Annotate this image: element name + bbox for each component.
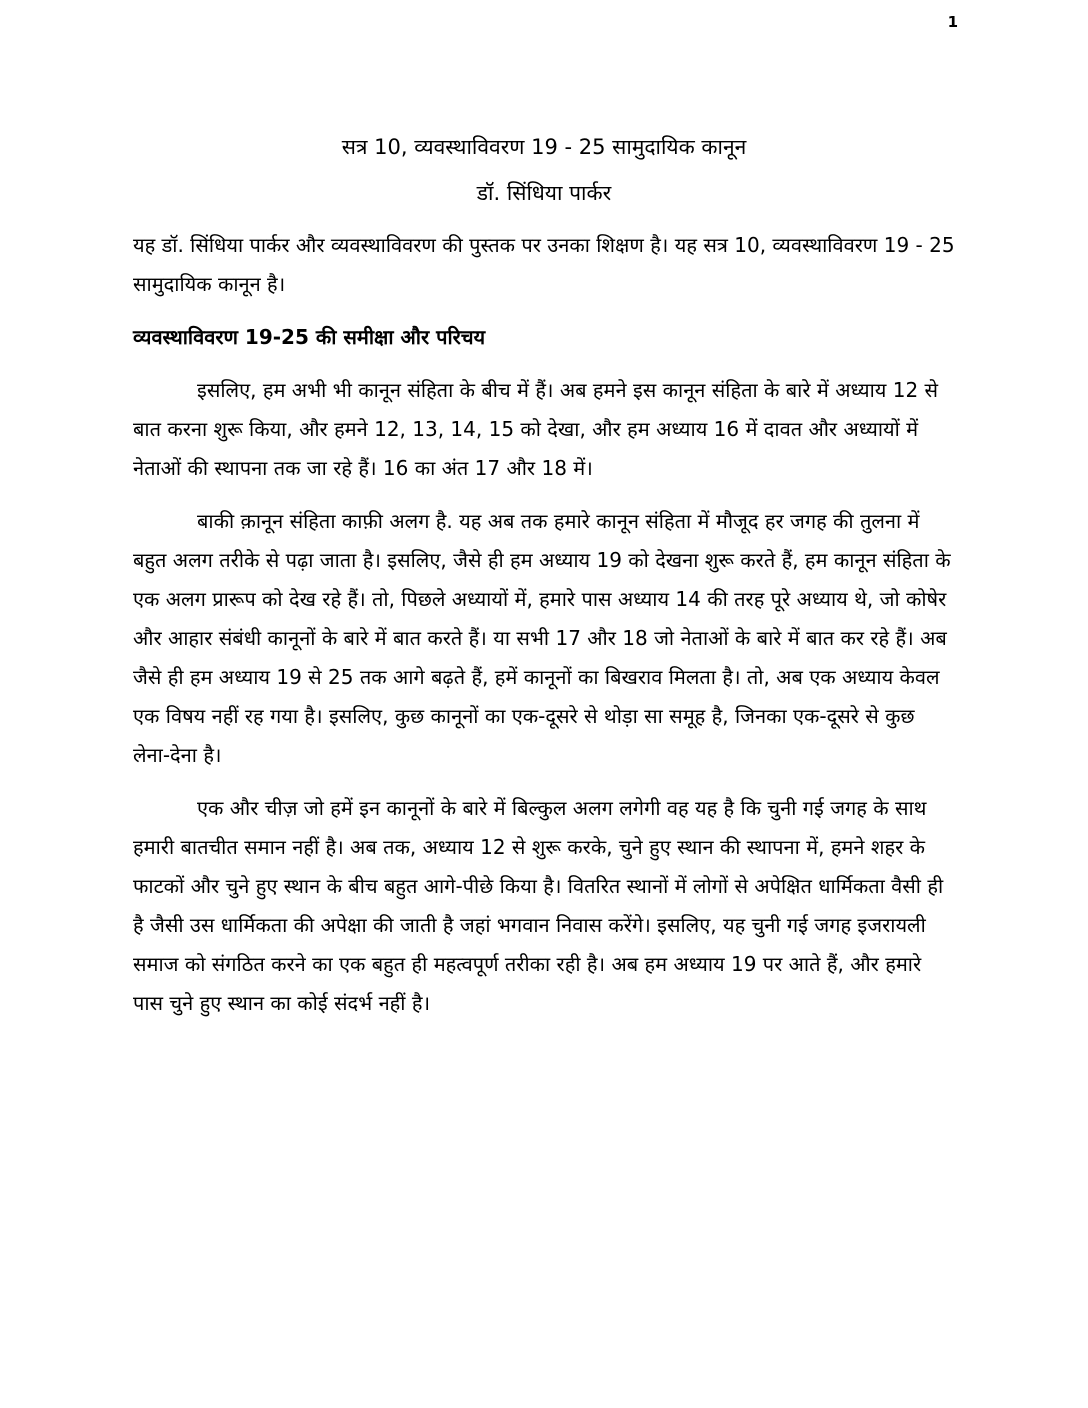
author-name: डॉ. सिंधिया पार्कर (476, 181, 612, 205)
body-paragraph-3: एक और चीज़ जो हमें इन कानूनों के बारे में बिल्कुल अलग लगेगी वह यह है कि चुनी गई जगह के साथ हमारी बातचीत समान नहीं है। अब तक, अध्याय 12 से शुरू करके, चुने हुए स्थान की स्थापना में, हमने शहर के फाटकों और चुने हुए स्थान के बीच बहुत आगे-पीछे किया है। वितरित स्थानों में लोगों से अपेक्षित धार्मिकता वैसी ही है जैसी उस धार्मिकता की अपेक्षा की जाती है जहां भगवान निवास करेंगे। इसलिए, यह चुनी गई जगह इजरायली समाज को संगठित करने का एक बहुत ही महत्वपूर्ण तरीका रही है। अब हम अध्याय 19 पर आते हैं, और हमारे पास चुने हुए स्थान का कोई संदर्भ नहीं है। (133, 796, 944, 1015)
body-paragraph-1: इसलिए, हम अभी भी कानून संहिता के बीच में हैं। अब हमने इस कानून संहिता के बारे में अध्याय 12 से बात करना शुरू किया, और हमने 12, 13, 14, 15 को देखा, और हम अध्याय 16 में दावत और अध्यायों में नेताओं की स्थापना तक जा रहे हैं। 16 का अंत 17 और 18 में। (133, 378, 939, 480)
section-heading: व्यवस्थाविवरण 19-25 की समीक्षा और परिचय (133, 325, 486, 349)
intro-paragraph: यह डॉ. सिंधिया पार्कर और व्यवस्थाविवरण की पुस्तक पर उनका शिक्षण है। यह सत्र 10, व्यवस्थाविवरण 19 - 25 सामुदायिक कानून है। (133, 233, 955, 296)
document-body (133, 226, 955, 1037)
body-paragraph-2: बाकी क़ानून संहिता काफ़ी अलग है. यह अब तक हमारे कानून संहिता में मौजूद हर जगह की तुलना में बहुत अलग तरीके से पढ़ा जाता है। इसलिए, जैसे ही हम अध्याय 19 को देखना शुरू करते हैं, हम कानून संहिता के एक अलग प्रारूप को देख रहे हैं। तो, पिछले अध्यायों में, हमारे पास अध्याय 14 की तरह पूरे अध्याय थे, जो कोषेर और आहार संबंधी कानूनों के बारे में बात करते हैं। या सभी 17 और 18 जो नेताओं के बारे में बात कर रहे हैं। अब जैसे ही हम अध्याय 19 से 25 तक आगे बढ़ते हैं, हमें कानूनों का बिखराव मिलता है। तो, अब एक अध्याय केवल एक विषय नहीं रह गया है। इसलिए, कुछ कानूनों का एक-दूसरे से थोड़ा सा समूह है, जिनका एक-दूसरे से कुछ लेना-देना है। (133, 509, 951, 767)
document-title: सत्र 10, व्यवस्थाविवरण 19 - 25 सामुदायिक कानून (341, 135, 747, 159)
title-block (133, 124, 955, 216)
page-number: 1 (947, 13, 958, 31)
